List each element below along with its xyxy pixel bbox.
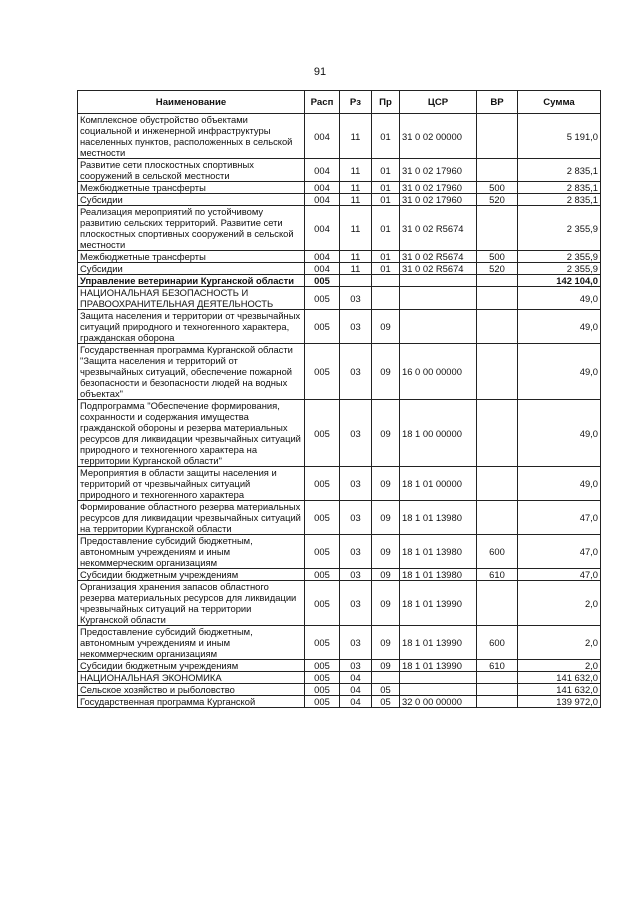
cell-pr: 01 [372,182,400,194]
cell-rz: 03 [340,344,372,400]
cell-csr: 31 0 02 17960 [400,194,477,206]
table-row [78,275,601,287]
header-csr: ЦСР [400,91,477,114]
cell-csr: 31 0 02 R5674 [400,263,477,275]
header-sum: Сумма [518,91,601,114]
cell-csr: 32 0 00 00000 [400,696,477,708]
cell-pr [372,275,400,287]
cell-csr: 18 1 01 13980 [400,501,477,535]
cell-vr [477,581,518,626]
cell-sum: 2,0 [518,626,601,660]
cell-sum: 49,0 [518,400,601,467]
cell-rz: 04 [340,696,372,708]
cell-sum: 47,0 [518,569,601,581]
cell-rz: 03 [340,310,372,344]
cell-rasp: 004 [305,182,340,194]
cell-rasp: 005 [305,660,340,672]
cell-csr [400,310,477,344]
cell-sum: 141 632,0 [518,684,601,696]
cell-csr: 18 1 01 13990 [400,626,477,660]
cell-csr [400,672,477,684]
cell-csr [400,684,477,696]
cell-vr [477,344,518,400]
cell-sum: 139 972,0 [518,696,601,708]
table-row [78,287,601,310]
cell-rz: 11 [340,159,372,182]
cell-csr: 18 1 01 13990 [400,660,477,672]
cell-name: Мероприятия в области защиты населения и территорий от чрезвычайных ситуаций природного и техногенного характера [78,467,305,501]
cell-vr [477,275,518,287]
cell-rasp: 004 [305,114,340,159]
cell-vr [477,501,518,535]
cell-sum: 49,0 [518,344,601,400]
cell-rasp: 004 [305,194,340,206]
cell-pr: 09 [372,467,400,501]
cell-sum: 2 355,9 [518,263,601,275]
cell-name: Развитие сети плоскостных спортивных сооружений в сельской местности [78,159,305,182]
cell-pr: 09 [372,501,400,535]
cell-rz [340,275,372,287]
cell-csr: 18 1 01 13980 [400,569,477,581]
cell-sum: 142 104,0 [518,275,601,287]
table-row [78,251,601,263]
cell-csr [400,275,477,287]
cell-pr: 05 [372,684,400,696]
cell-rasp: 005 [305,467,340,501]
header-name: Наименование [78,91,305,114]
cell-rz: 03 [340,581,372,626]
cell-name: Защита населения и территории от чрезвычайных ситуаций природного и техногенного характера, гражданская оборона [78,310,305,344]
cell-csr: 31 0 02 17960 [400,182,477,194]
cell-vr [477,159,518,182]
cell-name: Субсидии бюджетным учреждениям [78,660,305,672]
cell-pr [372,287,400,310]
cell-sum: 2 835,1 [518,194,601,206]
cell-sum: 141 632,0 [518,672,601,684]
cell-rz: 03 [340,535,372,569]
cell-pr: 05 [372,696,400,708]
cell-sum: 49,0 [518,467,601,501]
table-row [78,194,601,206]
cell-name: Субсидии [78,194,305,206]
cell-rz: 11 [340,114,372,159]
cell-csr: 16 0 00 00000 [400,344,477,400]
cell-sum: 2 835,1 [518,182,601,194]
cell-rz: 11 [340,194,372,206]
table-row [78,182,601,194]
cell-name: Предоставление субсидий бюджетным, автономным учреждениям и иным некоммерческим организациям [78,626,305,660]
cell-sum: 2,0 [518,660,601,672]
table-row [78,114,601,159]
cell-vr [477,684,518,696]
cell-rasp: 005 [305,684,340,696]
cell-pr: 01 [372,114,400,159]
cell-vr [477,467,518,501]
table-row [78,206,601,251]
cell-name: НАЦИОНАЛЬНАЯ ЭКОНОМИКА [78,672,305,684]
table-row [78,535,601,569]
cell-csr: 31 0 02 17960 [400,159,477,182]
cell-rasp: 005 [305,501,340,535]
table-header-row [78,91,601,114]
cell-rz: 03 [340,626,372,660]
cell-name: Комплексное обустройство объектами социальной и инженерной инфраструктуры населенных пунктов, расположенных в сельской местности [78,114,305,159]
cell-vr: 610 [477,569,518,581]
cell-name: Реализация мероприятий по устойчивому развитию сельских территорий. Развитие сети плоскостных спортивных сооружений в сельской местности [78,206,305,251]
cell-name: Формирование областного резерва материальных ресурсов для ликвидации чрезвычайных ситуаций на территории Курганской области [78,501,305,535]
cell-name: Подпрограмма "Обеспечение формирования, сохранности и содержания имущества гражданской обороны и резерва материальных ресурсов для ликвидации чрезвычайных ситуаций природного и техногенного характера на территории Курганской области" [78,400,305,467]
cell-rasp: 004 [305,263,340,275]
cell-sum: 49,0 [518,287,601,310]
cell-rz: 11 [340,182,372,194]
cell-rasp: 005 [305,569,340,581]
cell-pr: 09 [372,535,400,569]
cell-csr: 18 1 01 13980 [400,535,477,569]
cell-rz: 03 [340,400,372,467]
table-row [78,672,601,684]
cell-name: Организация хранения запасов областного резерва материальных ресурсов для ликвидации чрезвычайных ситуаций на территории Курганской области [78,581,305,626]
cell-name: Межбюджетные трансферты [78,182,305,194]
table-row [78,263,601,275]
cell-vr: 600 [477,535,518,569]
cell-pr: 01 [372,251,400,263]
cell-name: Субсидии [78,263,305,275]
cell-vr [477,287,518,310]
cell-vr [477,206,518,251]
cell-name: Управление ветеринарии Курганской области [78,275,305,287]
cell-vr: 610 [477,660,518,672]
cell-rasp: 004 [305,159,340,182]
cell-csr: 18 1 01 00000 [400,467,477,501]
cell-sum: 47,0 [518,501,601,535]
cell-rz: 03 [340,660,372,672]
cell-pr: 09 [372,344,400,400]
cell-rz: 03 [340,501,372,535]
cell-pr: 09 [372,581,400,626]
cell-rasp: 005 [305,344,340,400]
table-row [78,501,601,535]
cell-rasp: 005 [305,696,340,708]
cell-csr [400,287,477,310]
cell-csr: 18 1 00 00000 [400,400,477,467]
cell-rasp: 005 [305,287,340,310]
table-body [78,114,601,708]
cell-sum: 2 355,9 [518,251,601,263]
cell-sum: 47,0 [518,535,601,569]
header-rz: Рз [340,91,372,114]
cell-csr: 31 0 02 R5674 [400,206,477,251]
cell-name: Субсидии бюджетным учреждениям [78,569,305,581]
cell-rz: 03 [340,467,372,501]
cell-rasp: 004 [305,251,340,263]
cell-sum: 2,0 [518,581,601,626]
cell-pr: 09 [372,660,400,672]
header-rasp: Расп [305,91,340,114]
cell-csr: 31 0 02 00000 [400,114,477,159]
cell-rasp: 005 [305,581,340,626]
cell-rasp: 005 [305,275,340,287]
cell-vr: 520 [477,263,518,275]
table-row [78,344,601,400]
cell-rasp: 005 [305,310,340,344]
cell-rz: 04 [340,684,372,696]
cell-vr [477,400,518,467]
table-row [78,581,601,626]
cell-vr [477,672,518,684]
cell-rasp: 004 [305,206,340,251]
cell-vr: 520 [477,194,518,206]
cell-pr: 01 [372,159,400,182]
cell-rasp: 005 [305,626,340,660]
table-row [78,400,601,467]
cell-rasp: 005 [305,400,340,467]
table-row [78,684,601,696]
header-vr: ВР [477,91,518,114]
cell-csr: 31 0 02 R5674 [400,251,477,263]
cell-name: Предоставление субсидий бюджетным, автономным учреждениям и иным некоммерческим организациям [78,535,305,569]
cell-sum: 2 355,9 [518,206,601,251]
cell-pr: 01 [372,263,400,275]
cell-pr: 09 [372,626,400,660]
cell-sum: 5 191,0 [518,114,601,159]
cell-name: Сельское хозяйство и рыболовство [78,684,305,696]
page-number: 91 [313,66,327,78]
cell-pr: 09 [372,400,400,467]
cell-rz: 11 [340,263,372,275]
cell-rz: 04 [340,672,372,684]
cell-pr: 01 [372,206,400,251]
cell-pr [372,672,400,684]
cell-vr [477,310,518,344]
cell-rz: 03 [340,569,372,581]
cell-name: Государственная программа Курганской [78,696,305,708]
cell-vr: 500 [477,182,518,194]
table-row [78,696,601,708]
cell-vr: 500 [477,251,518,263]
cell-rz: 03 [340,287,372,310]
cell-name: Государственная программа Курганской области "Защита населения и территорий от чрезвычайных ситуаций, обеспечение пожарной безопасности и безопасности людей на водных объектах" [78,344,305,400]
cell-sum: 2 835,1 [518,159,601,182]
cell-name: НАЦИОНАЛЬНАЯ БЕЗОПАСНОСТЬ И ПРАВООХРАНИТЕЛЬНАЯ ДЕЯТЕЛЬНОСТЬ [78,287,305,310]
table-row [78,159,601,182]
cell-name: Межбюджетные трансферты [78,251,305,263]
cell-vr: 600 [477,626,518,660]
cell-rz: 11 [340,251,372,263]
cell-pr: 09 [372,310,400,344]
cell-rz: 11 [340,206,372,251]
cell-vr [477,696,518,708]
cell-csr: 18 1 01 13990 [400,581,477,626]
table-row [78,569,601,581]
cell-pr: 09 [372,569,400,581]
cell-pr: 01 [372,194,400,206]
header-pr: Пр [372,91,400,114]
budget-table [77,90,601,708]
cell-rasp: 005 [305,672,340,684]
table-row [78,660,601,672]
cell-vr [477,114,518,159]
cell-sum: 49,0 [518,310,601,344]
table-row [78,310,601,344]
table-row [78,467,601,501]
table-row [78,626,601,660]
cell-rasp: 005 [305,535,340,569]
